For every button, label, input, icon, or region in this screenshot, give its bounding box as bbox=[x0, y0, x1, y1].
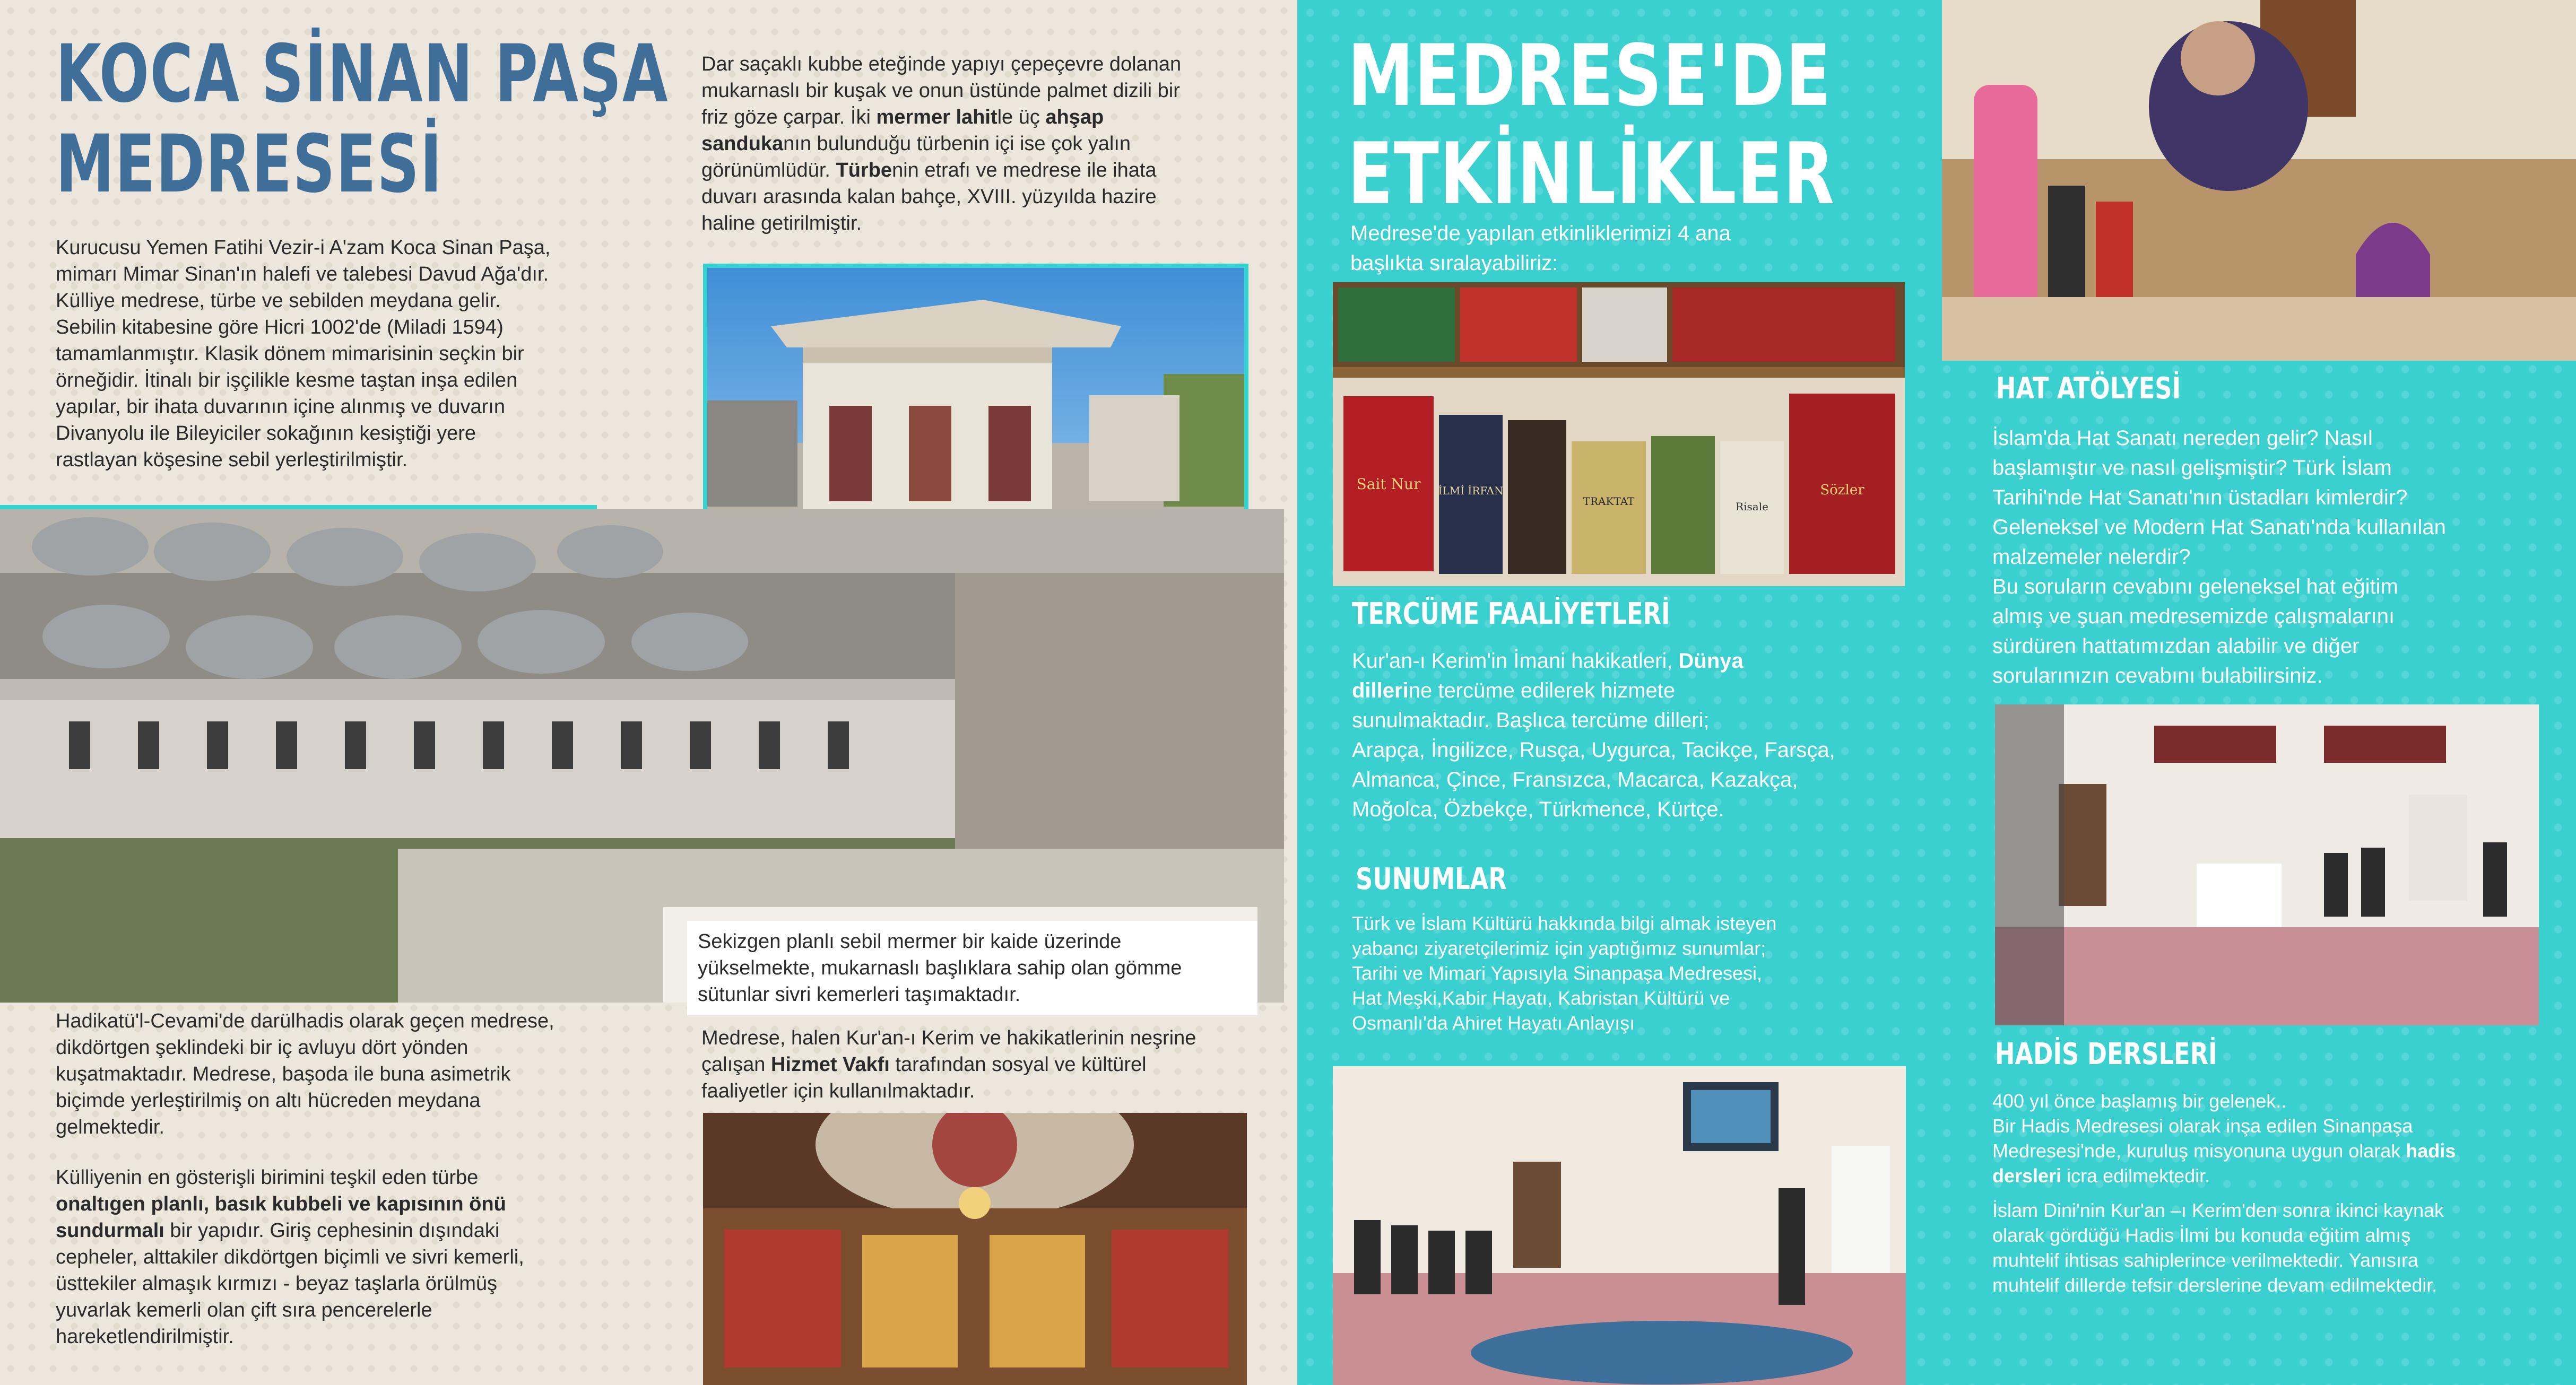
text-line: Moğolca, Özbekçe, Türkmence, Kürtçe. bbox=[1352, 798, 1724, 821]
book-cover-label: Sait Nur bbox=[1356, 475, 1421, 493]
books-photo bbox=[1333, 282, 1905, 586]
text-line: Kurucusu Yemen Fatihi Vezir-i A'zam Koca Sinan Paşa, bbox=[56, 237, 551, 259]
text-line: Külliyenin en gösterişli birimini teşkil eden türbe bbox=[56, 1166, 479, 1189]
bold-term: sanduka bbox=[701, 133, 784, 155]
medrese-usage-text bbox=[701, 1025, 1285, 1104]
presentation-photo bbox=[1333, 1066, 1906, 1385]
bold-term: Türbe bbox=[836, 159, 892, 181]
calligraphy-illustration bbox=[1942, 0, 2576, 361]
text-line: sürdüren hattatımızdan alabilir ve diğer bbox=[1992, 634, 2360, 658]
turbe-text bbox=[701, 51, 1285, 237]
hat-heading: HAT ATÖLYESİ bbox=[1996, 371, 2181, 406]
left-title bbox=[56, 29, 803, 210]
text-line: faaliyetler için kullanılmaktadır. bbox=[701, 1080, 975, 1102]
text-line: dikdörtgen şeklindeki bir iç avluyu dört yönden bbox=[56, 1036, 469, 1059]
bold-term: sundurmalı bbox=[56, 1220, 164, 1242]
text-line: sorularınızın cevabını bulabilirsiniz. bbox=[1992, 664, 2323, 687]
text-line: Hat Meşki,Kabir Hayatı, Kabristan Kültürü ve bbox=[1352, 987, 1730, 1009]
bold-term: hadis bbox=[2406, 1140, 2456, 1162]
text-line: sundurmalı bir yapıdır. Giriş cephesinin dışındaki bbox=[56, 1220, 500, 1242]
text-line: muhtelif ihtisas sahiplerince verilmektedir. Yanısıra bbox=[1992, 1249, 2419, 1271]
text-line: mimarı Mimar Sinan'ın halefi ve talebesi Davud Ağa'dır. bbox=[56, 263, 549, 285]
text-line: duvarı arasında kalan bahçe, XVIII. yüzyılda hazire bbox=[701, 186, 1157, 208]
book-cover-label: İLMİ İRFAN bbox=[1438, 484, 1504, 497]
text-line: Medresesi'nde, kuruluş misyonuna uygun olarak hadis bbox=[1992, 1140, 2456, 1162]
text-line: mukarnaslı bir kuşak ve onun üstünde palmet dizili bir bbox=[701, 80, 1180, 102]
text-line: yabancı ziyaretçilerimiz için yaptığımız sunumlar; bbox=[1352, 937, 1766, 959]
text-line: biçimde yerleştirilmiş on altı hücreden meydana bbox=[56, 1090, 481, 1112]
text-line: Osmanlı'da Ahiret Hayatı Anlayışı bbox=[1352, 1012, 1635, 1034]
book-cover-label: Risale bbox=[1736, 500, 1768, 513]
text-line: haline getirilmiştir. bbox=[701, 212, 862, 234]
text-line: dillerine tercüme edilerek hizmete bbox=[1352, 679, 1676, 702]
text-line: yapılar, bir ihata duvarının içine alınmış ve duvarın bbox=[56, 396, 506, 418]
tercume-text bbox=[1352, 646, 1925, 824]
text-line: İslam'da Hat Sanatı nereden gelir? Nasıl bbox=[1992, 426, 2373, 450]
text-line: Medrese'de yapılan etkinliklerimizi 4 ana bbox=[1350, 222, 1731, 245]
text-line: kuşatmaktadır. Medrese, başoda ile buna asimetrik bbox=[56, 1063, 511, 1085]
text-line: Tarihi ve Mimari Yapısıyla Sinanpaşa Medresesi, bbox=[1352, 962, 1762, 984]
text-line: cepheler, alttakiler dikdörtgen biçimli ve sivri kemerli, bbox=[56, 1246, 524, 1268]
text-line: muhtelif dillerde tefsir derslerine devam edilmektedir. bbox=[1992, 1274, 2438, 1296]
text-line: yuvarlak kemerli olan çift sıra pencerelerle bbox=[56, 1299, 432, 1321]
text-line: Geleneksel ve Modern Hat Sanatı'nda kullanılan bbox=[1992, 516, 2446, 539]
text-line: malzemeler nelerdir? bbox=[1992, 545, 2191, 569]
text-line: dersleri icra edilmektedir. bbox=[1992, 1165, 2210, 1187]
bold-term: dilleri bbox=[1352, 679, 1409, 702]
right-intro-text bbox=[1350, 219, 1907, 278]
text-line: Bir Hadis Medresesi olarak inşa edilen Sinanpaşa bbox=[1992, 1115, 2413, 1137]
hat-text bbox=[1992, 423, 2565, 691]
text-line: Almanca, Çince, Fransızca, Macarca, Kazakça, bbox=[1352, 768, 1798, 791]
text-line: Divanyolu ile Bileyiciler sokağının kesiştiği yere bbox=[56, 422, 476, 445]
bold-term: dersleri bbox=[1992, 1165, 2062, 1187]
kulliye-text bbox=[56, 1164, 666, 1350]
text-line: hareketlendirilmiştir. bbox=[56, 1326, 234, 1348]
text-line: sütunlar sivri kemerleri taşımaktadır. bbox=[698, 983, 1021, 1006]
text-line: çalışan Hizmet Vakfı tarafından sosyal ve kültürel bbox=[701, 1053, 1147, 1076]
sebil-caption bbox=[687, 921, 1257, 1015]
text-line: onaltıgen planlı, basık kubbeli ve kapısının önü bbox=[56, 1193, 506, 1215]
text-line: örneğidir. İtinalı bir işçilikle kesme taştan inşa edilen bbox=[56, 369, 518, 391]
books-illustration bbox=[1333, 282, 1905, 586]
right-title-line1: MEDRESE'DE bbox=[1348, 26, 1832, 125]
hadith-class-illustration bbox=[1995, 704, 2539, 1025]
text-line: sunulmaktadır. Başlıca tercüme dilleri; bbox=[1352, 709, 1710, 732]
bold-term: Dünya bbox=[1678, 649, 1744, 673]
sunumlar-text bbox=[1352, 911, 1925, 1035]
text-line: Hadikatü'l-Cevami'de darülhadis olarak geçen medrese, bbox=[56, 1010, 554, 1032]
text-line: üsttekiler almaşık kırmızı - beyaz taşlarla örülmüş bbox=[56, 1273, 498, 1295]
text-line: görünümlüdür. Türbenin etrafı ve medrese ile ihata bbox=[701, 159, 1157, 181]
text-line: Külliye medrese, türbe ve sebilden meydana gelir. bbox=[56, 290, 501, 312]
hadikat-text bbox=[56, 1008, 666, 1140]
text-line: Sebilin kitabesine göre Hicri 1002'de (Miladi 1594) bbox=[56, 316, 504, 338]
text-line: İslam Dini'nin Kur'an –ı Kerim'den sonra ikinci kaynak bbox=[1992, 1199, 2444, 1221]
text-line: rastlayan köşesine sebil yerleştirilmiştir. bbox=[56, 449, 408, 471]
cyan-divider bbox=[0, 505, 597, 509]
text-line: gelmektedir. bbox=[56, 1116, 164, 1138]
text-line: Sekizgen planlı sebil mermer bir kaide üzerinde bbox=[698, 930, 1122, 953]
book-cover-label: Sözler bbox=[1820, 482, 1864, 498]
book-cover-label: TRAKTAT bbox=[1583, 495, 1635, 508]
library-photo bbox=[703, 1113, 1247, 1385]
text-line: başlıkta sıralayabiliriz: bbox=[1350, 251, 1558, 275]
bold-term: mermer lahit bbox=[876, 106, 998, 128]
text-line: Tarihi'nde Hat Sanatı'nın üstadları kimlerdir? bbox=[1992, 486, 2408, 509]
text-line: başlamıştır ve nasıl gelişmiştir? Türk İslam bbox=[1992, 456, 2392, 480]
left-title-line2: MEDRESESİ bbox=[56, 118, 443, 211]
hadis-heading: HADİS DERSLERİ bbox=[1995, 1037, 2217, 1072]
hadis-text bbox=[1992, 1088, 2571, 1297]
text-line: Kur'an-ı Kerim'in İmani hakikatleri, Dünya bbox=[1352, 649, 1744, 673]
left-title-line1: KOCA SİNAN PAŞA bbox=[56, 28, 669, 120]
text-line: friz göze çarpar. İki mermer lahitle üç ahşap bbox=[701, 106, 1104, 128]
library-illustration bbox=[703, 1113, 1247, 1385]
text-line: yükselmekte, mukarnaslı başlıklara sahip olan gömme bbox=[698, 957, 1182, 979]
hadith-class-photo bbox=[1995, 704, 2539, 1025]
text-line: Bu soruların cevabını geleneksel hat eğitim bbox=[1992, 575, 2398, 598]
text-line: almış ve şuan medresemizde çalışmalarını bbox=[1992, 605, 2395, 628]
text-line: 400 yıl önce başlamış bir gelenek.. bbox=[1992, 1090, 2287, 1112]
presentation-illustration bbox=[1333, 1066, 1906, 1385]
text-line: Türk ve İslam Kültürü hakkında bilgi almak isteyen bbox=[1352, 912, 1777, 934]
bold-term: ahşap bbox=[1045, 106, 1104, 128]
tercume-heading: TERCÜME FAALİYETLERİ bbox=[1352, 597, 1670, 631]
text-line: Arapça, İngilizce, Rusça, Uygurca, Tacikçe, Farsça, bbox=[1352, 738, 1835, 762]
bold-term: Hizmet Vakfı bbox=[770, 1053, 890, 1076]
calligraphy-photo bbox=[1942, 0, 2576, 361]
right-title-line2: ETKİNLİKLER bbox=[1348, 124, 1835, 223]
text-line: tamamlanmıştır. Klasik dönem mimarisinin seçkin bir bbox=[56, 343, 524, 365]
text-line: Medrese, halen Kur'an-ı Kerim ve hakikatlerinin neşrine bbox=[701, 1027, 1196, 1049]
text-line: olarak gördüğü Hadis İlmi bu konuda eğitim almış bbox=[1992, 1224, 2411, 1246]
sunumlar-heading: SUNUMLAR bbox=[1356, 862, 1507, 896]
text-line: sandukanın bulunduğu türbenin içi ise çok yalın bbox=[701, 133, 1131, 155]
left-intro-text bbox=[56, 234, 666, 473]
right-title bbox=[1348, 27, 1973, 223]
text-line: Dar saçaklı kubbe eteğinde yapıyı çepeçevre dolanan bbox=[701, 53, 1182, 75]
